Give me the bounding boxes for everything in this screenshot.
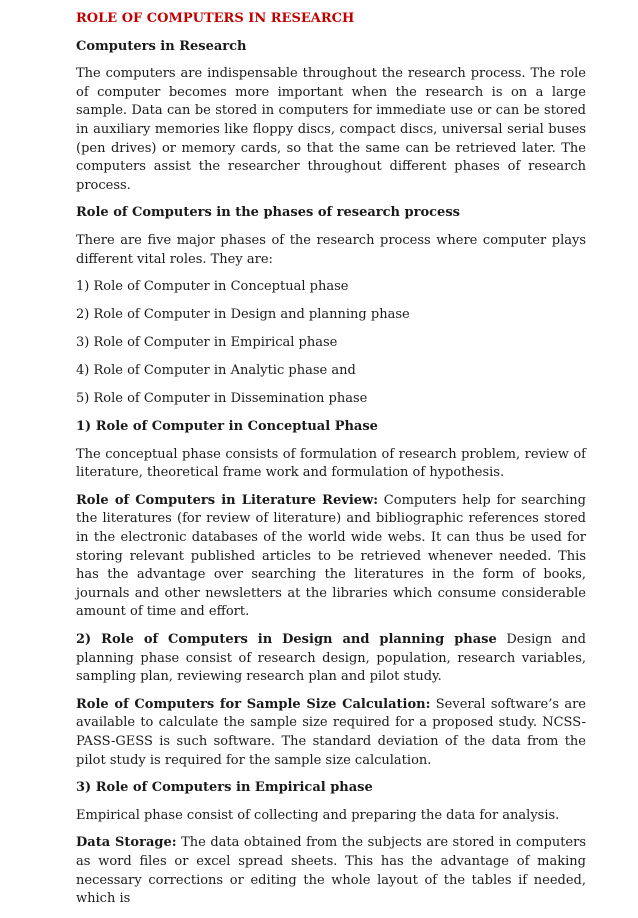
heading-computers-in-research: Computers in Research (76, 38, 247, 54)
heading-phases: Role of Computers in the phases of research process (76, 205, 460, 221)
literature-review-label: Role of Computers in Literature Review: (76, 492, 379, 508)
sample-size-label: Role of Computers for Sample Size Calculation: (76, 696, 431, 712)
phase-list-item: 1) Role of Computer in Conceptual phase (76, 279, 349, 295)
phase-list-item: 3) Role of Computer in Empirical phase (76, 335, 338, 351)
phase-list-item: 2) Role of Computer in Design and planning phase (76, 307, 410, 323)
phase-list-item: 4) Role of Computer in Analytic phase and (76, 363, 356, 379)
heading-empirical-phase: 3) Role of Computers in Empirical phase (76, 780, 373, 796)
paragraph-empirical: Empirical phase consist of collecting and preparing the data for analysis. (76, 807, 560, 823)
paragraph-intro: The computers are indispensable throughout the research process. The role of computer becomes more important when the research is on a large sample. Data can be stored in computers for immediate use or can be stored in auxiliary memories like floppy discs, compact discs, universal serial buses (pen drives) or memory cards, so that the same can be retrieved later. The computers assist the researcher throughout different phases of research process. (76, 66, 586, 193)
paragraph-data-storage (76, 834, 586, 908)
data-storage-text: The data obtained from the subjects are stored in computers as word files or excel spread sheets. This has the advantage of making necessary corrections or editing the whole layout of the tables if needed, which is (76, 835, 586, 907)
phase-list-item: 5) Role of Computer in Dissemination phase (76, 391, 368, 407)
paragraph-design-planning (76, 631, 586, 687)
sample-size-text: Several software’s are available to calculate the sample size required for a proposed study. NCSS-PASS-GESS is such software. The standard deviation of the data from the pilot study is required for the sample size calculation. (76, 696, 587, 768)
data-storage-label: Data Storage: (76, 835, 177, 851)
paragraph-sample-size (76, 696, 586, 770)
document-page (76, 10, 586, 918)
paragraph-literature-review (76, 492, 586, 622)
paragraph-phases-intro: There are five major phases of the research process where computer plays different vital roles. They are: (76, 232, 586, 267)
heading-conceptual-phase: 1) Role of Computer in Conceptual Phase (76, 419, 378, 435)
design-planning-text: Design and planning phase consist of research design, population, research variables, sampling plan, reviewing research plan and pilot study. (76, 631, 586, 685)
design-planning-label: 2) Role of Computers in Design and planning phase (76, 631, 497, 647)
paragraph-conceptual: The conceptual phase consists of formulation of research problem, review of literature, theoretical frame work and formulation of hypothesis. (76, 446, 586, 481)
document-title: ROLE OF COMPUTERS IN RESEARCH (76, 11, 355, 26)
literature-review-text: Computers help for searching the literatures (for review of literature) and bibliographic references stored in the electronic databases of the world wide webs. It can thus be used for storing relevant published articles to be retrieved whenever needed. This has the advantage over searching the literatures in the form of books, journals and other newsletters at the libraries which consume considerable amount of time and effort. (76, 492, 586, 620)
